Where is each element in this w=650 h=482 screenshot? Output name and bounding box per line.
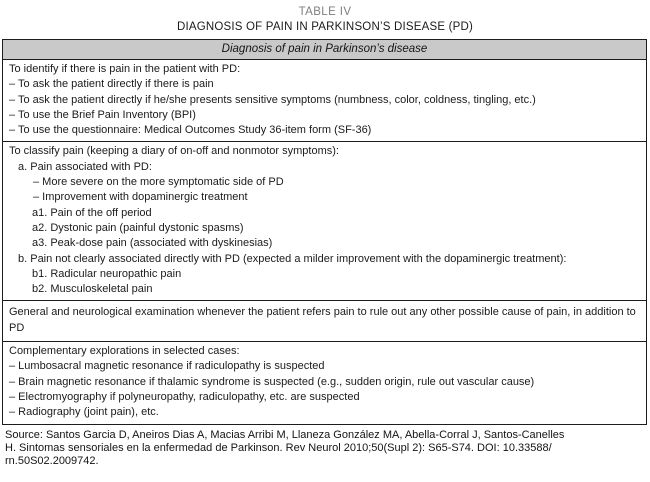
table-line: b. Pain not clearly associated directly with PD (expected a milder improvement with the dopaminergic treatment): — [18, 252, 567, 265]
table-line: a3. Peak-dose pain (associated with dyskinesias) — [32, 237, 273, 250]
table-line: – Brain magnetic resonance if thalamic syndrome is suspected (e.g., sudden origin, rule out vascular cause) — [9, 375, 535, 388]
table-line: – Improvement with dopaminergic treatment — [33, 191, 248, 204]
section-identify-pain — [3, 60, 646, 142]
table-line: – Radiography (joint pain), etc. — [9, 406, 159, 419]
source-line: H. Sintomas sensoriales en la enfermedad de Parkinson. Rev Neurol 2010;50(Supl 2): S65-S74. DOI: 10.33588/ — [5, 441, 552, 454]
table-line: – Electromyography if polyneuropathy, radiculopathy, etc. are suspected — [9, 390, 360, 403]
table-number-label: TABLE IV — [298, 6, 352, 18]
table-line: a. Pain associated with PD: — [18, 160, 152, 173]
section-examination — [3, 301, 646, 342]
table-line: To classify pain (keeping a diary of on-off and nonmotor symptoms): — [9, 145, 339, 158]
table-line: b1. Radicular neuropathic pain — [32, 267, 182, 280]
table-line: a2. Dystonic pain (painful dystonic spasms) — [32, 221, 244, 234]
table-line: – To ask the patient directly if he/she presents sensitive symptoms (numbness, color, coldness, tingling, etc.) — [9, 93, 536, 106]
table-title: DIAGNOSIS OF PAIN IN PARKINSON’S DISEASE (PD) — [176, 21, 474, 33]
table-line: Complementary explorations in selected cases: — [9, 345, 240, 358]
table-line: b2. Musculoskeletal pain — [32, 283, 153, 296]
source-citation — [5, 429, 644, 469]
table-line: To identify if there is pain in the patient with PD: — [9, 63, 241, 75]
table-header-row: Diagnosis of pain in Parkinson’s disease — [3, 40, 646, 60]
table-line: – To use the questionnaire: Medical Outcomes Study 36-item form (SF-36) — [9, 124, 372, 137]
title-block — [0, 0, 650, 35]
table-line: a1. Pain of the off period — [32, 206, 152, 219]
table-line: – To use the Brief Pain Inventory (BPI) — [9, 108, 196, 121]
section-classify-pain — [3, 142, 646, 301]
source-line: rn.50S02.2009742. — [5, 455, 99, 468]
table-line: – To ask the patient directly if there is pain — [9, 78, 214, 91]
source-line: Source: Santos Garcia D, Aneiros Dias A, Macias Arribi M, Llaneza González MA, Abella-Corral J, Santos-Canelles — [5, 428, 565, 441]
diagnosis-table — [2, 39, 647, 425]
section-complementary-explorations — [3, 342, 646, 423]
table-line: General and neurological examination whenever the patient refers pain to rule out any other possible cause of pain, in addition to PD — [9, 306, 636, 334]
table-line: – Lumbosacral magnetic resonance if radiculopathy is suspected — [9, 360, 325, 373]
table-line: – More severe on the more symptomatic side of PD — [33, 176, 284, 189]
